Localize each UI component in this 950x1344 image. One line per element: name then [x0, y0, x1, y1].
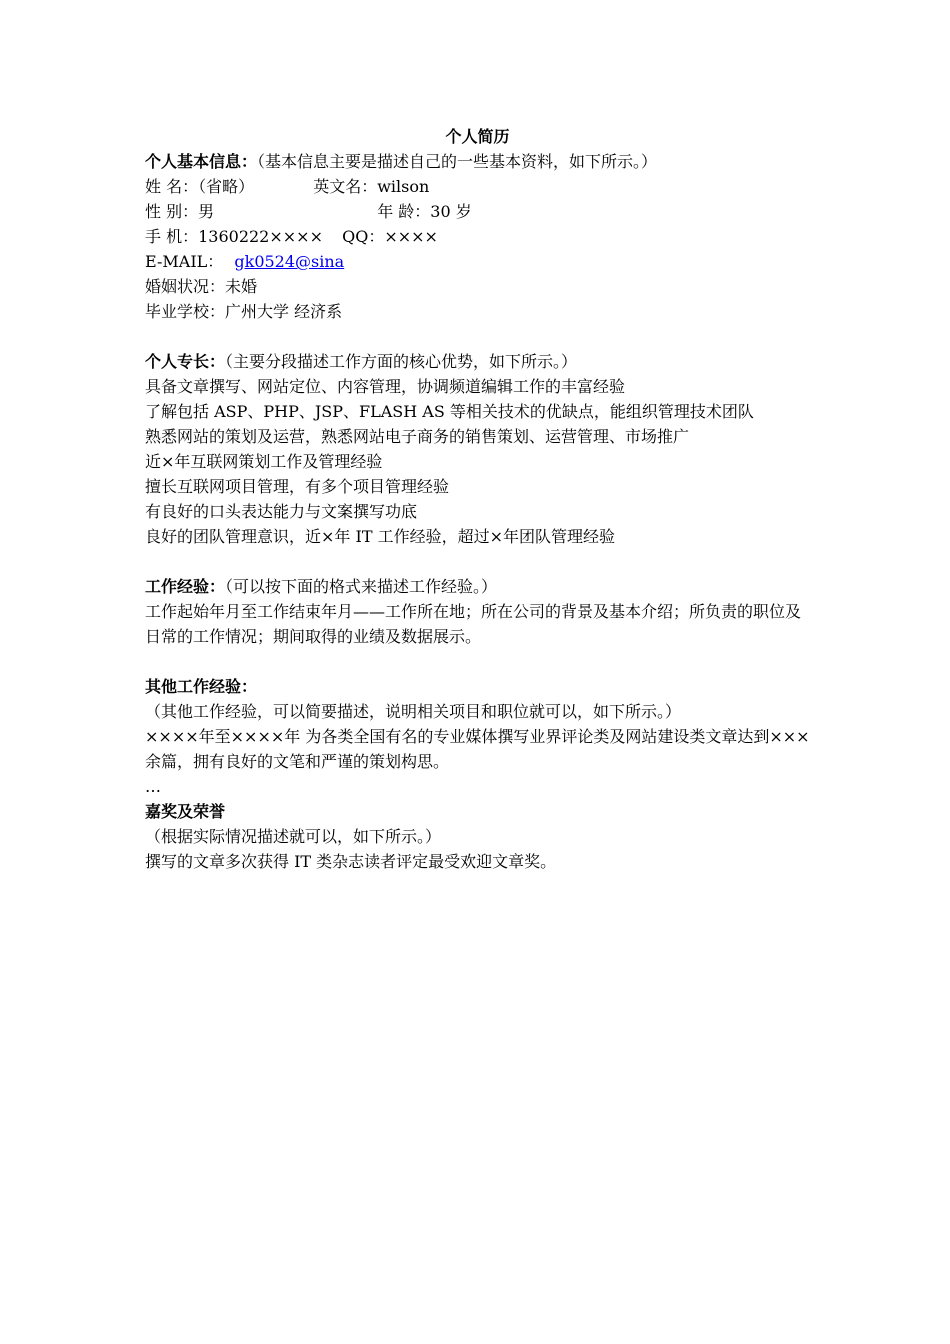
resume-content: [145, 124, 810, 874]
skills-header: [145, 349, 810, 374]
qq-field: [342, 224, 438, 249]
work-heading: 工作经验：: [145, 577, 226, 596]
name-row: [145, 174, 810, 199]
age-label: 年 龄：: [377, 202, 431, 221]
basic-info-header: [145, 149, 810, 174]
skills-heading: 个人专长：: [145, 352, 226, 371]
basic-info-note: （基本信息主要是描述自己的一些基本资料，如下所示。）: [257, 152, 658, 171]
skills-note: （主要分段描述工作方面的核心优势，如下所示。）: [225, 352, 578, 371]
phone-label: 手 机：: [145, 227, 199, 246]
qq-value: ××××: [384, 227, 438, 246]
spacer: [145, 324, 810, 349]
email-row: [145, 249, 810, 274]
awards-note: （根据实际情况描述就可以，如下所示。）: [145, 827, 442, 846]
other-work-note: （其他工作经验，可以简要描述，说明相关项目和职位就可以，如下所示。）: [145, 702, 682, 721]
gender-value: 男: [198, 202, 215, 221]
skill-item: 擅长互联网项目管理，有多个项目管理经验: [145, 477, 450, 496]
phone-value: 1360222××××: [198, 227, 323, 246]
email-label: E-MAIL：: [145, 252, 224, 271]
skill-item: 熟悉网站的策划及运营，熟悉网站电子商务的销售策划、运营管理、市场推广: [145, 427, 690, 446]
work-note: （可以按下面的格式来描述工作经验。）: [225, 577, 498, 596]
spacer: [145, 649, 810, 674]
gender-label: 性 别：: [145, 202, 199, 221]
other-work-heading: 其他工作经验：: [145, 677, 258, 696]
work-header: [145, 574, 810, 599]
basic-info-heading: 个人基本信息：: [145, 152, 258, 171]
email-link[interactable]: gk0524@sina: [234, 252, 345, 271]
phone-row: [145, 224, 810, 249]
marital-value: 未婚: [225, 277, 258, 296]
school-label: 毕业学校：: [145, 302, 226, 321]
skill-item: 良好的团队管理意识，近×年 IT 工作经验，超过×年团队管理经验: [145, 527, 615, 546]
english-name-field: [313, 174, 429, 199]
english-name-value: wilson: [377, 177, 430, 196]
skill-item: 了解包括 ASP、PHP、JSP、FLASH AS 等相关技术的优缺点，能组织管理技术团队: [145, 402, 754, 421]
marital-row: [145, 274, 810, 299]
skill-item: 具备文章撰写、网站定位、内容管理，协调频道编辑工作的丰富经验: [145, 377, 626, 396]
spacer: [145, 549, 810, 574]
school-value: 广州大学 经济系: [225, 302, 343, 321]
age-field: [377, 199, 472, 224]
age-value: 30 岁: [430, 202, 472, 221]
other-work-description: ××××年至××××年 为各类全国有名的专业媒体撰写业界评论类及网站建设类文章达到×××余篇，拥有良好的文笔和严谨的策划构思。: [145, 727, 810, 771]
qq-label: QQ：: [342, 227, 385, 246]
awards-heading: 嘉奖及荣誉: [145, 802, 226, 821]
gender-row: [145, 199, 810, 224]
name-value: （省略）: [198, 177, 255, 196]
english-name-label: 英文名：: [313, 177, 378, 196]
work-description: 工作起始年月至工作结束年月——工作所在地；所在公司的背景及基本介绍；所负责的职位及日常的工作情况；期间取得的业绩及数据展示。: [145, 602, 802, 646]
ellipsis: …: [145, 777, 161, 796]
name-label: 姓 名：: [145, 177, 199, 196]
school-row: [145, 299, 810, 324]
skill-item: 近×年互联网策划工作及管理经验: [145, 452, 383, 471]
awards-description: 撰写的文章多次获得 IT 类杂志读者评定最受欢迎文章奖。: [145, 852, 557, 871]
marital-label: 婚姻状况：: [145, 277, 226, 296]
page-title: 个人简历: [445, 127, 510, 146]
skill-item: 有良好的口头表达能力与文案撰写功底: [145, 502, 418, 521]
